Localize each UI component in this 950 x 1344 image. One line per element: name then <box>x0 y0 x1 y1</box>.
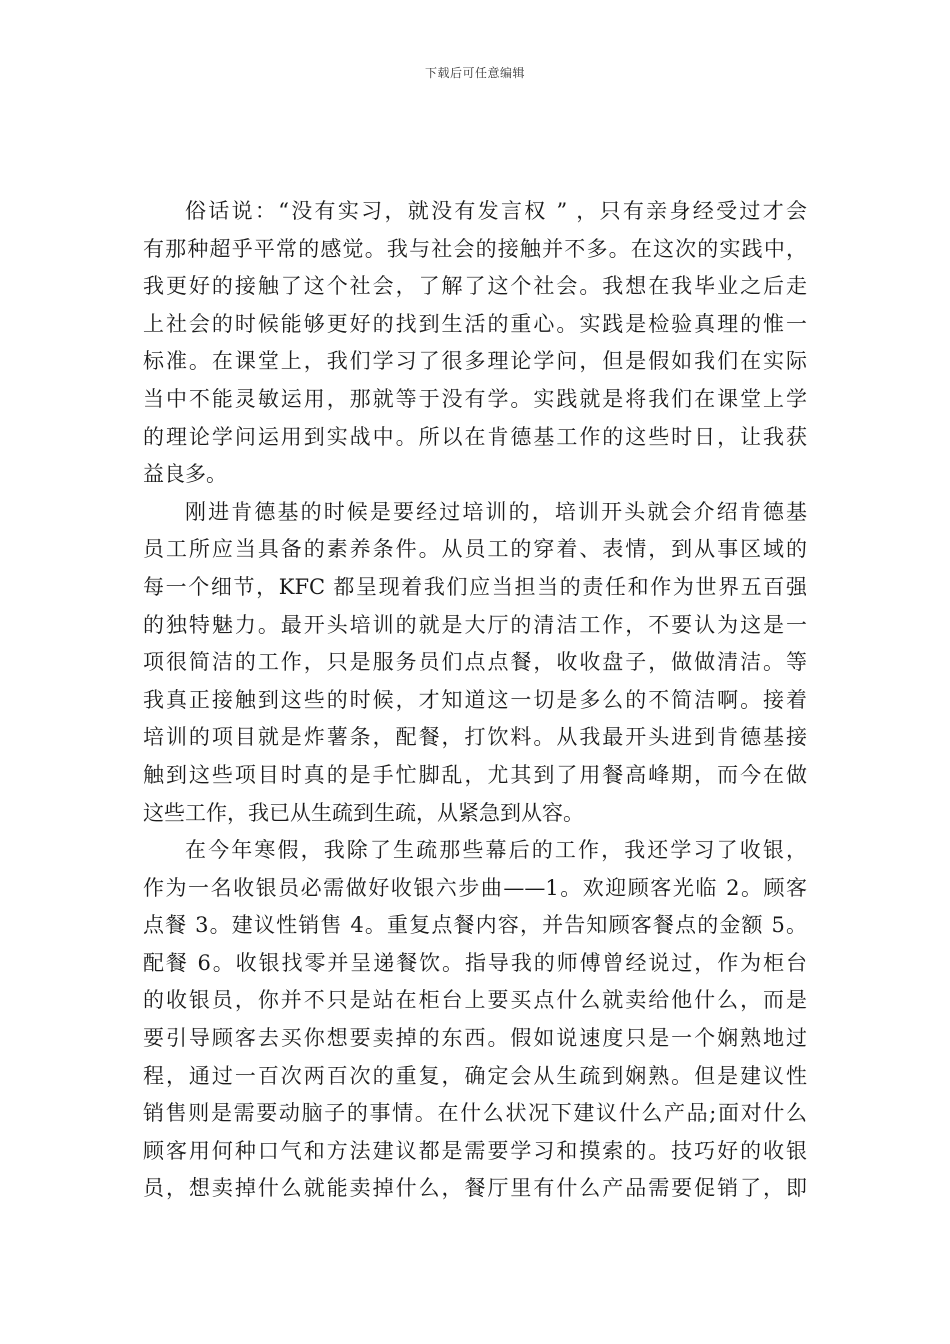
document-body <box>143 193 807 1208</box>
text-line: 益良多。 <box>143 462 227 487</box>
text-line: 当中不能灵敏运用，那就等于没有学。实践就是将我们在课堂上学 <box>143 386 807 411</box>
text-line: 员工所应当具备的素养条件。从员工的穿着、表情，到从事区域的 <box>143 537 807 562</box>
text-line: 销售则是需要动脑子的事情。在什么状况下建议什么产品;面对什么 <box>143 1101 807 1126</box>
text-line: 每一个细节，KFC 都呈现着我们应当担当的责任和作为世界五百强 <box>143 574 807 599</box>
paragraph <box>143 193 807 494</box>
text-line: 俗话说：“没有实习，就没有发言权 ” ，只有亲身经受过才会 <box>185 199 807 223</box>
text-line: 刚进肯德基的时候是要经过培训的，培训开头就会介绍肯德基 <box>185 499 807 524</box>
text-line: 员，想卖掉什么就能卖掉什么，餐厅里有什么产品需要促销了，即 <box>143 1176 807 1201</box>
text-line: 培训的项目就是炸薯条，配餐，打饮料。从我最开头进到肯德基接 <box>143 725 807 750</box>
text-line: 顾客用何种口气和方法建议都是需要学习和摸索的。技巧好的收银 <box>143 1138 807 1163</box>
text-line: 这些工作，我已从生疏到生疏，从紧急到从容。 <box>143 800 584 825</box>
page-header-note: 下载后可任意编辑 <box>424 66 525 80</box>
text-line: 项很简洁的工作，只是服务员们点点餐，收收盘子，做做清洁。等 <box>143 650 807 675</box>
text-line: 程，通过一百次两百次的重复，确定会从生疏到娴熟。但是建议性 <box>143 1063 807 1088</box>
text-line: 我真正接触到这些的时候，才知道这一切是多么的不简洁啊。接着 <box>143 687 807 712</box>
text-line: 的收银员，你并不只是站在柜台上要买点什么就卖给他什么，而是 <box>143 988 807 1013</box>
paragraph <box>143 494 807 832</box>
text-line: 在今年寒假，我除了生疏那些幕后的工作，我还学习了收银， <box>185 838 807 863</box>
text-line: 标准。在课堂上，我们学习了很多理论学问，但是假如我们在实际 <box>143 349 807 374</box>
text-line: 的理论学问运用到实战中。所以在肯德基工作的这些时日，让我获 <box>143 424 807 449</box>
text-line: 的独特魅力。最开头培训的就是大厅的清洁工作，不要认为这是一 <box>143 612 807 637</box>
text-line: 有那种超乎平常的感觉。我与社会的接触并不多。在这次的实践中， <box>143 236 807 261</box>
text-line: 配餐 6。收银找零并呈递餐饮。指导我的师傅曾经说过，作为柜台 <box>143 950 807 975</box>
text-line: 作为一名收银员必需做好收银六步曲——1。欢迎顾客光临 2。顾客 <box>143 875 807 900</box>
text-line: 上社会的时候能够更好的找到生活的重心。实践是检验真理的惟一 <box>143 311 807 336</box>
text-line: 点餐 3。建议性销售 4。重复点餐内容，并告知顾客餐点的金额 5。 <box>143 913 807 938</box>
text-line: 我更好的接触了这个社会，了解了这个社会。我想在我毕业之后走 <box>143 274 807 299</box>
text-line: 要引导顾客去买你想要卖掉的东西。假如说速度只是一个娴熟地过 <box>143 1026 807 1051</box>
paragraph <box>143 832 807 1208</box>
text-line: 触到这些项目时真的是手忙脚乱，尤其到了用餐高峰期，而今在做 <box>143 762 807 787</box>
